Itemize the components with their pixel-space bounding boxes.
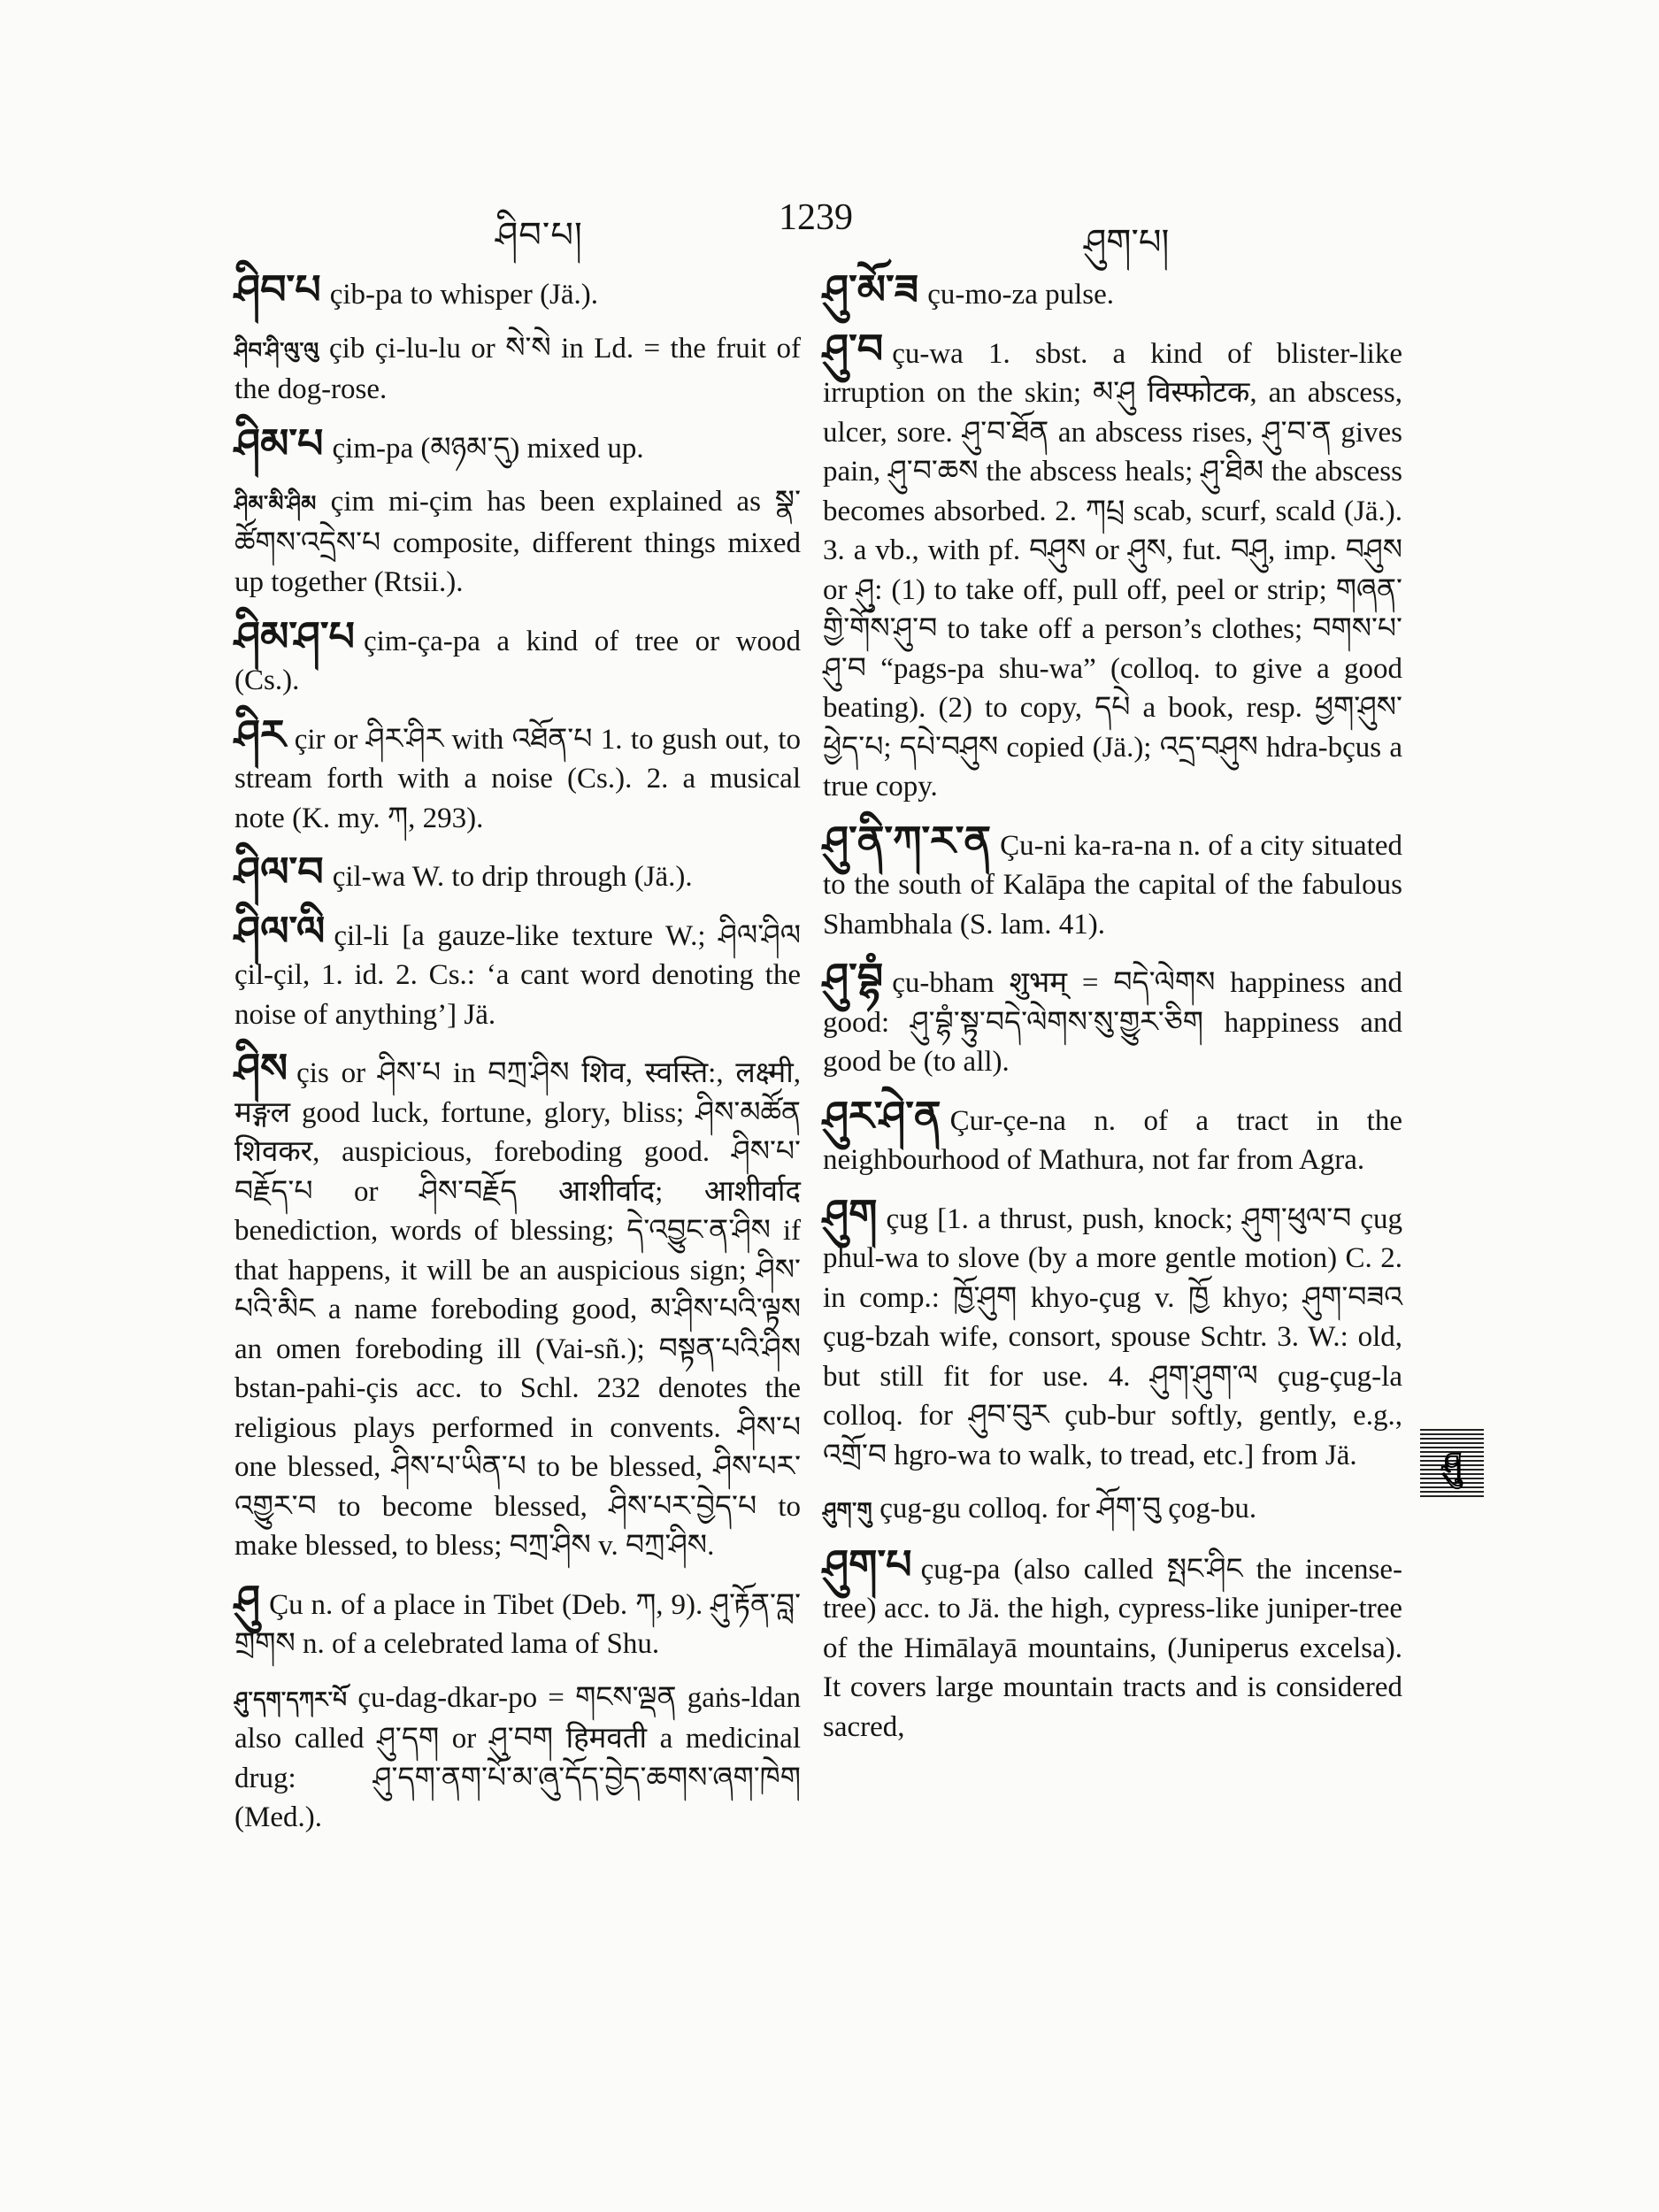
page-header <box>0 0 1659 265</box>
entry-text: Çur-çe-na n. of a tract in the neighbourhood of Mathura, not far from Agra. <box>823 1104 1402 1176</box>
entry-text: çil-li [a gauze-like texture W.; ཤིལ་ཤིལ çil-çil, 1. id. 2. Cs.: ‘a cant word denoting the noise of anything’] Jä. <box>234 919 801 1031</box>
dict-entry <box>234 265 801 315</box>
dict-entry <box>234 482 801 603</box>
dict-entry <box>823 324 1402 807</box>
entry-headword: ཤུ <box>234 1575 261 1624</box>
entry-headword: ཤུ་བ <box>823 324 884 373</box>
entry-headword: ཤུར་ཤེ་ན <box>823 1091 941 1140</box>
entry-headword: ཤིལ་ལི <box>234 906 326 955</box>
dict-entry <box>234 848 801 897</box>
entry-headword: ཤུག་གུ <box>823 1498 872 1523</box>
dict-entry <box>234 611 801 701</box>
entry-text: çug [1. a thrust, push, knock; ཤུག་ཕུལ་བ çug phul-wa to slove (by a more gentle motion) C. 2. in comp.: ཁྱོ་ཤུག khyo-çug v. ཁྱོ khyo; ཤུག་བཟའ çug-bzah wife, consort, spouse Schtr. 3. W.: old, but still fit for use. 4. ཤུག་ཤུག་ལ çug-çug-la colloq. for ཤུབ་བུར çub-bur softly, gently, e.g., འགྲོ་བ hgro-wa to walk, to tread, etc.] from Jä. <box>823 1202 1402 1471</box>
entry-text: çu-dag-dkar-po = གངས་ལྡན gaṅs-ldan also called ཤུ་དག or ཤུ་བག हिमवती a medicinal drug: ཤུ་དག་ནག་པོ་མ་ཞུ་དོད་བྱེད་ཆགས་ཞག་ཁེག (Med.). <box>234 1681 802 1833</box>
dict-entry <box>823 1540 1402 1747</box>
running-head-left: ཤིབ་པ། <box>495 215 583 256</box>
right-column <box>823 265 1402 1761</box>
entry-headword: ཤུ་བྷཾ <box>823 954 884 1002</box>
left-column <box>234 265 802 1852</box>
entry-headword: ཤུག་པ <box>823 1540 912 1588</box>
dict-entry <box>234 1678 801 1838</box>
entry-headword: ཤིམ་མི་ཤིམ <box>234 491 317 516</box>
entry-text: çil-wa W. to drip through (Jä.). <box>332 861 693 893</box>
entry-text: çu-mo-za pulse. <box>927 279 1114 311</box>
entry-text: çir or ཤིར་ཤིར with འཐོན་པ 1. to gush out, to stream forth with a noise (Cs.). 2. a musical note (K. my. ཀ, 293). <box>234 723 801 834</box>
dict-entry <box>823 265 1402 315</box>
entry-headword: ཤིམ་པ <box>234 419 324 467</box>
dict-entry <box>823 816 1402 945</box>
entry-text: çug-pa (also called སྤང་ཤིང the incense-tree) acc. to Jä. the high, cypress-like juniper-tree of the Himālayā mountains, (Juniperus excelsa). It covers large mountain tracts and is considered sacred, <box>823 1553 1402 1743</box>
dict-entry <box>823 954 1402 1082</box>
entry-headword: ཤུ་མོ་ཟ <box>823 265 919 313</box>
entry-text: çim mi-çim has been explained as སྣ་ཚོགས་འདྲེས་པ composite, different things mixed up together (Rtsii.). <box>234 486 801 598</box>
dict-entry <box>823 1489 1402 1531</box>
entry-text: çug-gu colloq. for ཤོག་བུ çog-bu. <box>879 1493 1257 1525</box>
entry-headword: ཤུག <box>823 1189 878 1238</box>
dict-entry <box>234 419 801 469</box>
entry-headword: ཤིམ་ཤ་པ <box>234 611 356 660</box>
dict-entry <box>234 710 801 839</box>
page-number: 1239 <box>779 197 853 238</box>
entry-text: çib çi-lu-lu or སེ་སེ in Ld. = the fruit of the dog-rose. <box>234 332 801 405</box>
entry-text: çis or ཤིས་པ in བཀྲ་ཤིས शिव, स्वस्ति:, लक्ष्मी, मङ्गल good luck, fortune, glory, bliss; ཤིས་མཚོན शिवकर, auspicious, foreboding good. ཤིས་པ་བརྗོད་པ or ཤིས་བརྗོད आशीर्वाद; आशीर्वाद benediction, words of blessing; དེ་འབྱུང་ན་ཤིས if that happens, it will be an auspicious sign; ཤིས་པའི་མིང a name foreboding good, མ་ཤིས་པའི་ལྟས an omen foreboding ill (Vai-sñ.); བསྟན་པའི་ཤིས bstan-pahi-çis acc. to Schl. 232 denotes the religious plays performed in convents. ཤིས་པ one blessed, ཤིས་པ་ཡིན་པ to be blessed, ཤིས་པར་འགྱུར་བ to become blessed, ཤིས་པར་བྱེད་པ to make blessed, to bless; བཀྲ་ཤིས v. བཀྲ་ཤིས. <box>234 1057 801 1562</box>
running-head-right: ཤུག་པ། <box>1084 222 1170 263</box>
entry-headword: ཤིབ་ཤི་ལུ་ལུ <box>234 337 319 363</box>
entry-headword: ཤུ་ནི་ཀ་ར་ན <box>823 816 992 864</box>
entry-headword: ཤིལ་བ <box>234 848 324 895</box>
dict-entry <box>823 1189 1402 1476</box>
entry-headword: ཤིབ་པ <box>234 265 321 313</box>
entry-headword: ཤིར <box>234 710 286 758</box>
dict-entry <box>823 1091 1402 1180</box>
entry-text: Çu-ni ka-ra-na n. of a city situated to the south of Kalāpa the capital of the fabulous Shambhala (S. lam. 41). <box>823 829 1402 941</box>
margin-thumb-index: ཤུ <box>1420 1429 1484 1500</box>
entry-headword: ཤུ་དག་དཀར་པོ <box>234 1686 348 1712</box>
entry-headword: ཤིས <box>234 1044 288 1092</box>
dict-entry <box>234 1044 801 1566</box>
entry-text: çu-bham शुभम् = བདེ་ལེགས happiness and good: ཤུ་བྷཾ་སྟུ་བདེ་ལེགས་སུ་གྱུར་ཅིག happiness and good be (to all). <box>823 967 1402 1078</box>
entry-text: çim-ça-pa a kind of tree or wood (Cs.). <box>234 625 801 696</box>
dict-entry <box>234 906 801 1035</box>
dict-entry <box>234 329 801 410</box>
dict-entry <box>234 1575 801 1664</box>
entry-text: Çu n. of a place in Tibet (Deb. ཀ, 9). ཤུ་རྟོན་བླ་གྲགས n. of a celebrated lama of Shu. <box>234 1588 801 1660</box>
entry-text: çu-wa 1. sbst. a kind of blister-like irruption on the skin; མ་ཤུ विस्फोटक, an abscess, ulcer, sore. ཤུ་བ་ཐོན an abscess rises, ཤུ་བ་ན gives pain, ཤུ་བ་ཆས the abscess heals; ཤུ་ཐིམ the abscess becomes absorbed. 2. ཀཔྲ scab, scurf, scald (Jä.). 3. a vb., with pf. བཤུས or ཤུས, fut. བཤུ, imp. བཤུས or ཤུ: (1) to take off, pull off, peel or strip; གཞན་གྱི་གོས་ཤུ་བ to take off a person’s clothes; བགས་པ་ཤུ་བ “pags-pa shu-wa” (colloq. to give a good beating). (2) to copy, དཔེ a book, resp. ཕྱག་ཤུས་ཕྱེད་པ; དཔེ་བཤུས copied (Jä.); འདྲ་བཤུས hdra-bçus a true copy. <box>823 337 1402 803</box>
entry-text: çim-pa (མཉམ་དུ) mixed up. <box>332 432 644 465</box>
entry-text: çib-pa to whisper (Jä.). <box>329 279 599 311</box>
